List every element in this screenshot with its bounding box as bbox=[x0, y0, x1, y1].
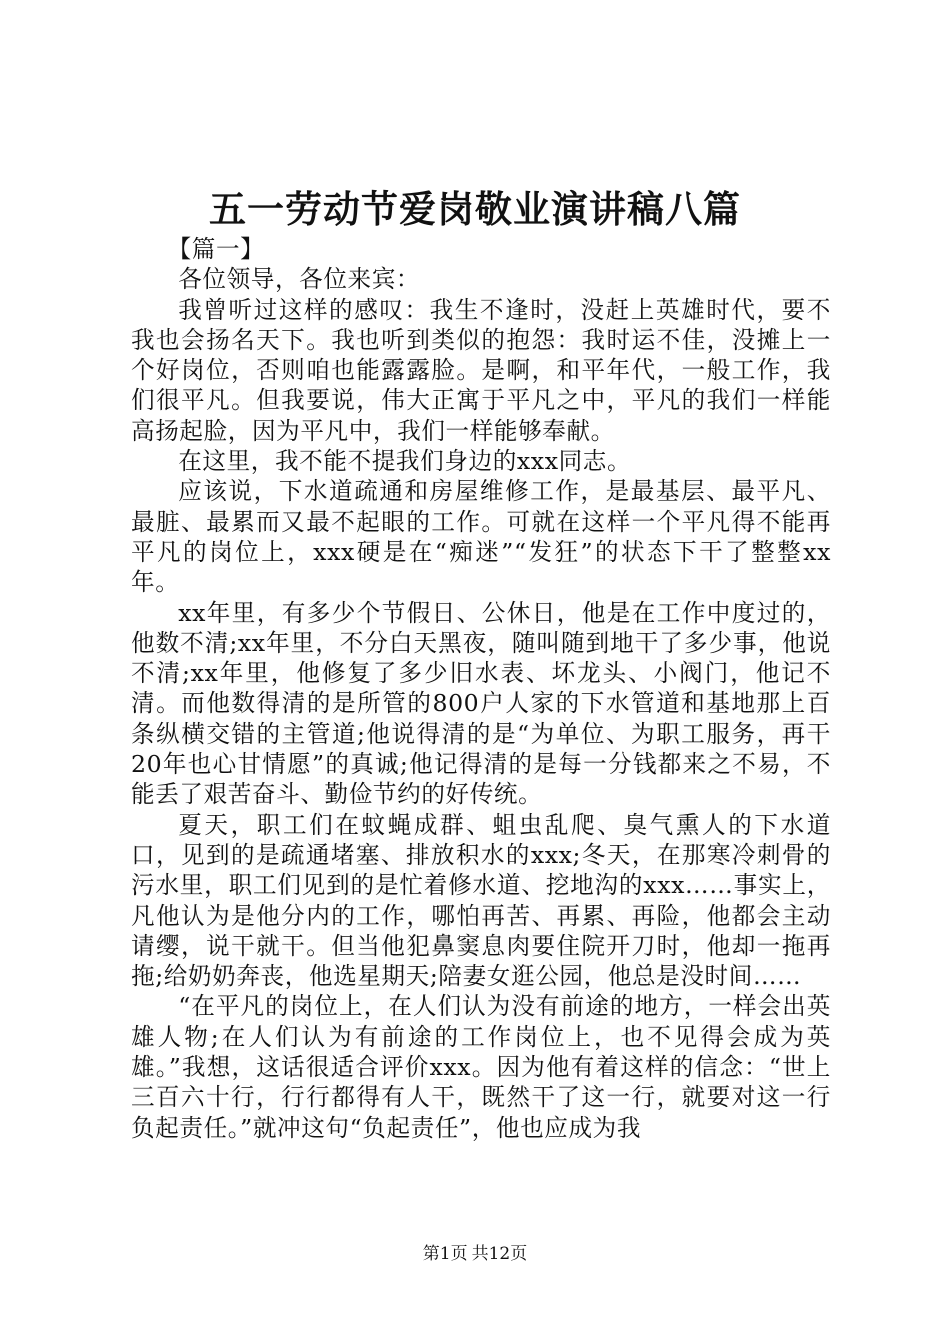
paragraph: 夏天，职工们在蚊蝇成群、蛆虫乱爬、臭气熏人的下水道口，见到的是疏通堵塞、排放积水的xxx;冬天，在那寒冷刺骨的污水里，职工们见到的是忙着修水道、挖地沟的xxx……事实上，凡他认为是他分内的工作，哪怕再苦、再累、再险，他都会主动请缨，说干就干。但当他犯鼻窦息肉要住院开刀时，他却一拖再拖;给奶奶奔丧，他选星期天;陪妻女逛公园，他总是没时间…… bbox=[131, 810, 831, 991]
document-body bbox=[131, 234, 831, 1143]
paragraph: 在这里，我不能不提我们身边的xxx同志。 bbox=[178, 447, 632, 476]
document-title: 五一劳动节爱岗敬业演讲稿八篇 bbox=[209, 187, 741, 231]
page-footer bbox=[0, 1242, 950, 1266]
paragraph-greeting: 各位领导，各位来宾： bbox=[178, 265, 421, 294]
paragraph: 我曾听过这样的感叹：我生不逢时，没赶上英雄时代，要不我也会扬名天下。我也听到类似的抱怨：我时运不佳，没摊上一个好岗位，否则咱也能露露脸。是啊，和平年代，一般工作，我们很平凡。但我要说，伟大正寓于平凡之中，平凡的我们一样能高扬起脸，因为平凡中，我们一样能够奉献。 bbox=[131, 295, 831, 445]
paragraph: xx年里，有多少个节假日、公休日，他是在工作中度过的，他数不清;xx年里，不分白天黑夜，随叫随到地干了多少事，他说不清;xx年里，他修复了多少旧水表、坏龙头、小阀门，他记不清。而他数得清的是所管的800户人家的下水管道和基地那上百条纵横交错的主管道;他说得清的是“为单位、为职工服务，再干20年也心甘情愿”的真诚;他记得清的是每一分钱都来之不易，不能丢了艰苦奋斗、勤俭节约的好传统。 bbox=[131, 598, 831, 809]
page-number-total: 共12页 bbox=[471, 1244, 528, 1264]
paragraph: 应该说，下水道疏通和房屋维修工作，是最基层、最平凡、最脏、最累而又最不起眼的工作。可就在这样一个平凡得不能再平凡的岗位上，xxx硬是在“痴迷”“发狂”的状态下干了整整xx年。 bbox=[131, 477, 831, 597]
section-label: 【篇一】 bbox=[167, 235, 265, 263]
paragraph: “在平凡的岗位上，在人们认为没有前途的地方，一样会出英雄人物;在人们认为有前途的工作岗位上，也不见得会成为英雄。”我想，这话很适合评价xxx。因为他有着这样的信念：“世上三百六十行，行行都得有人干，既然干了这一行，就要对这一行负起责任。”就冲这句“负起责任”，他也应成为我 bbox=[131, 992, 831, 1142]
page-number-current: 第1页 bbox=[422, 1244, 468, 1264]
